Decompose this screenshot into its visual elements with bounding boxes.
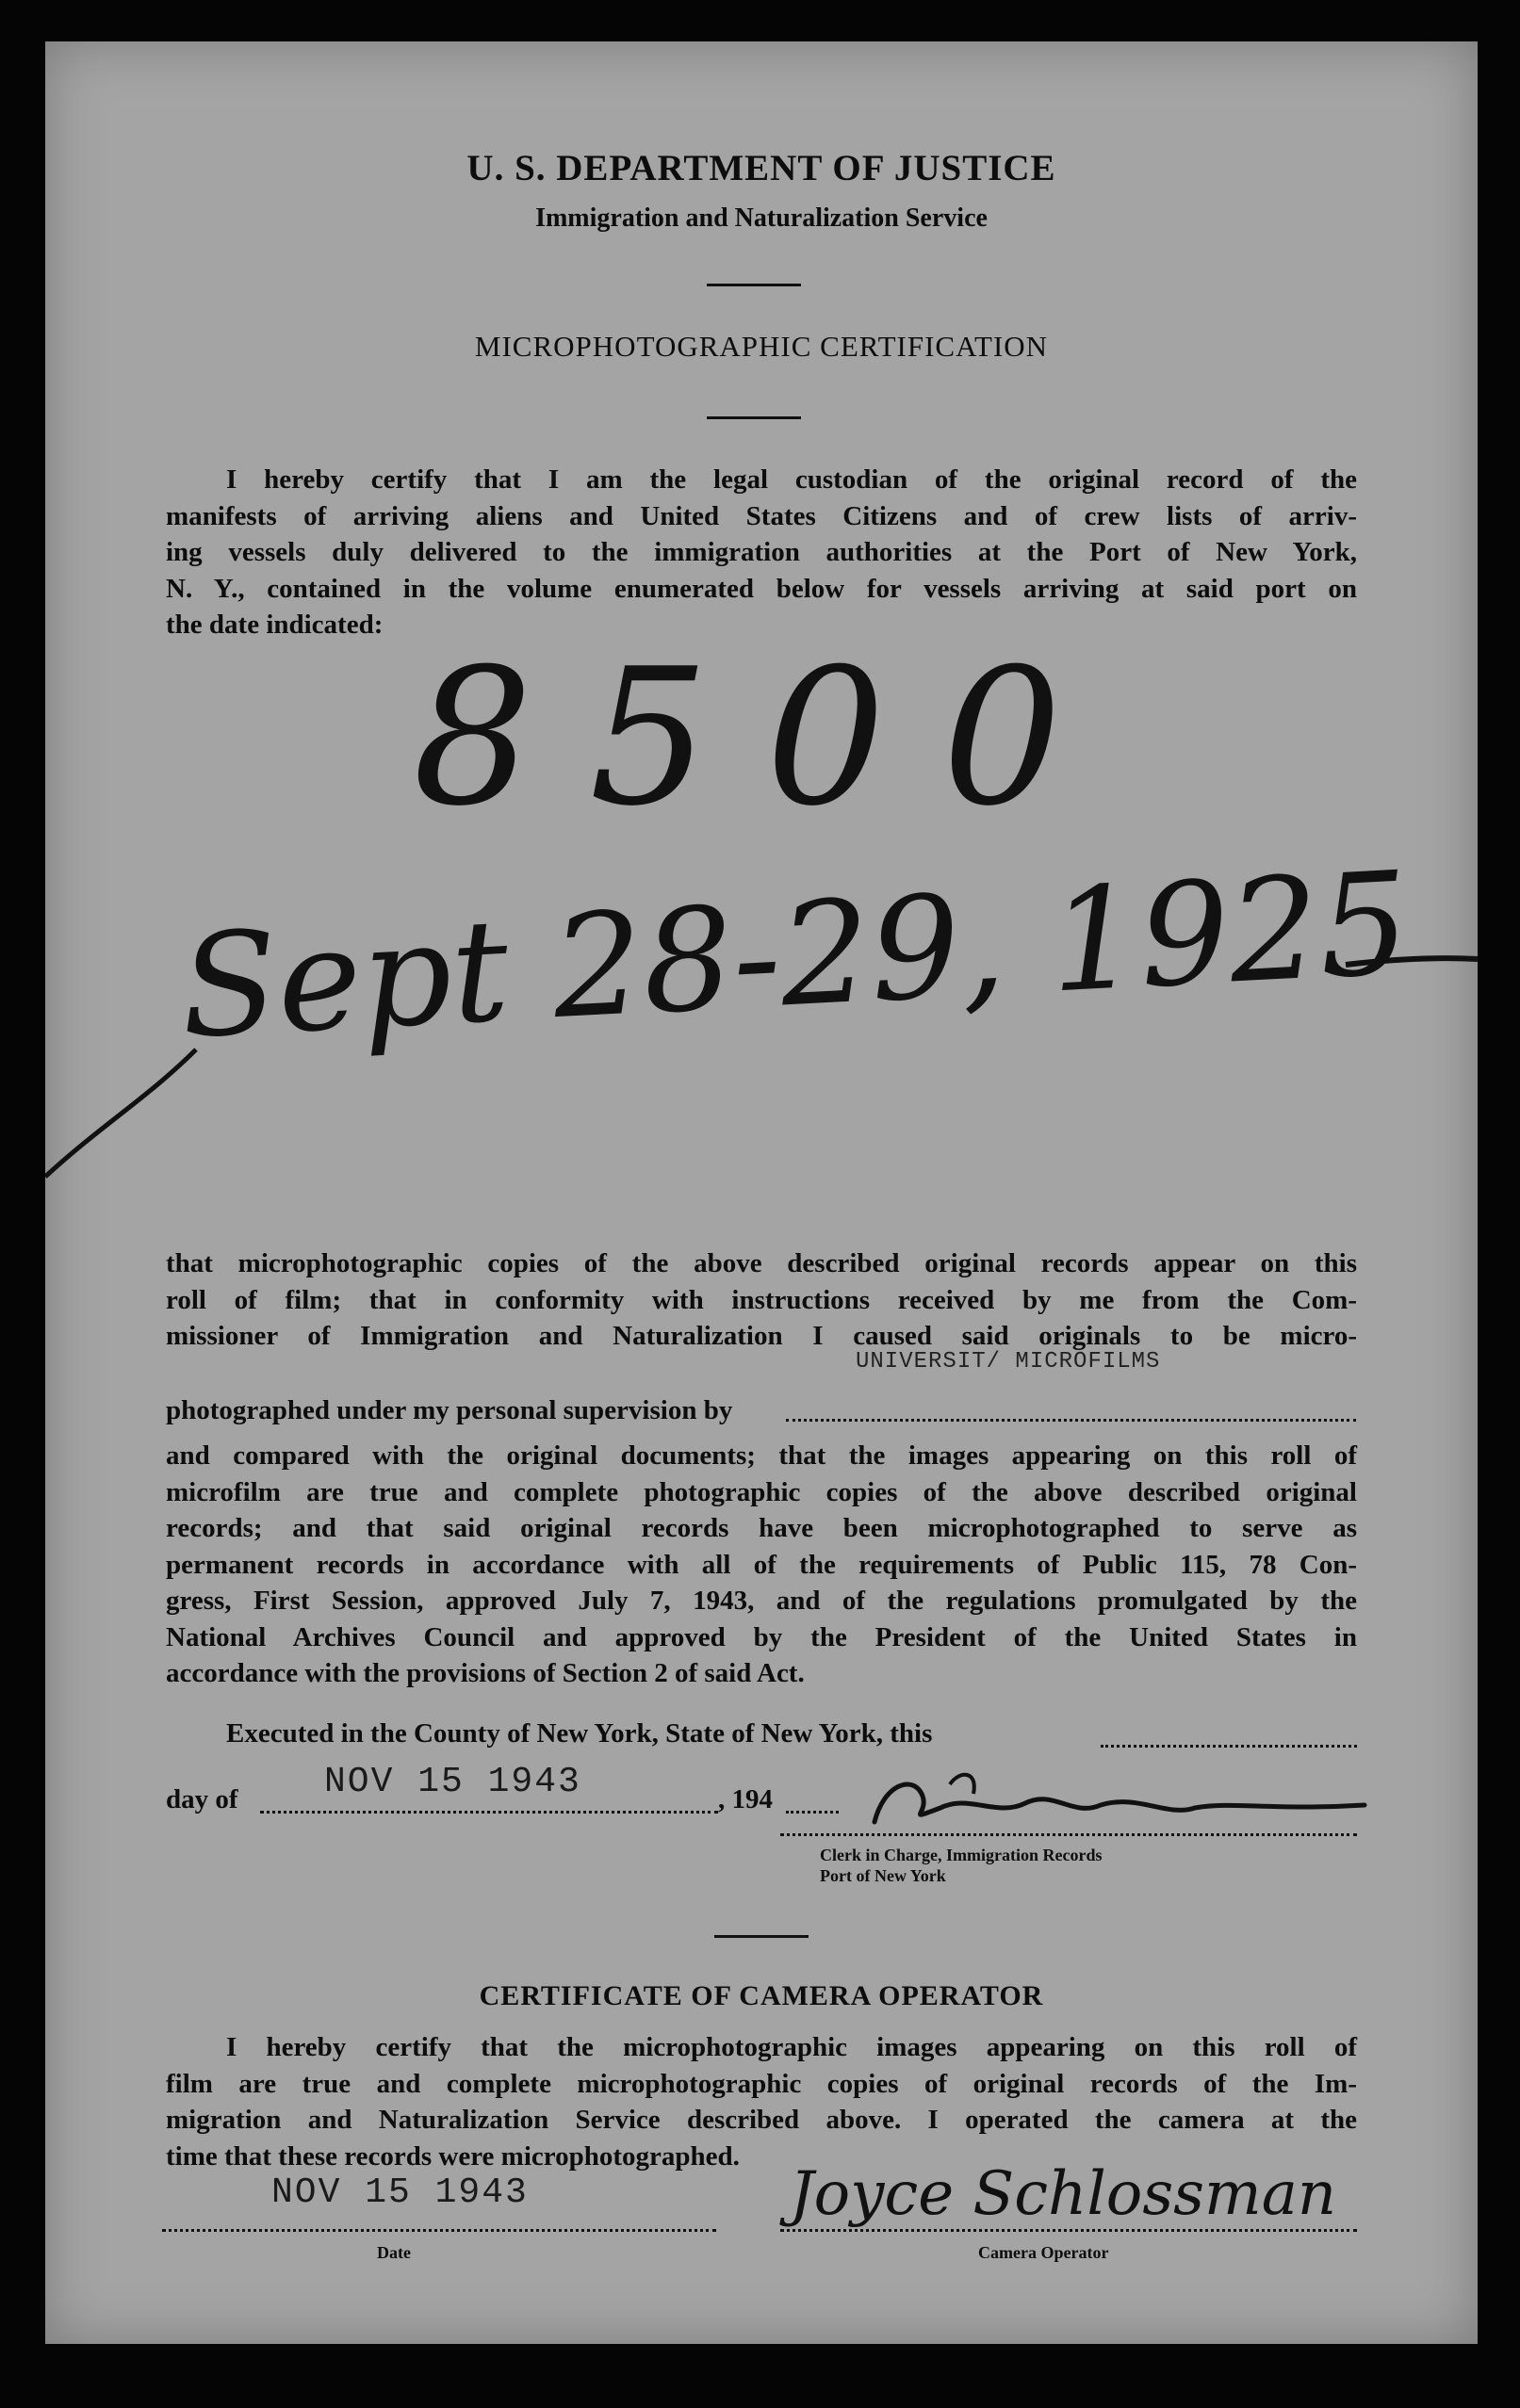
body-paragraph-2 [166,1438,1357,1692]
header-divider [707,284,801,286]
clerk-title-line: Clerk in Charge, Immigration Records [820,1846,1103,1864]
year-suffix: , 194 [718,1784,773,1814]
body-line: permanent records in accordance with all of the requirements of Public 115, 78 Con- [166,1549,1357,1580]
operator-date-line [162,2229,716,2232]
body-line: microfilm are true and complete photographic copies of the above described original [166,1476,1357,1507]
handwriting-strokes [45,946,1478,1191]
operator-line: film are true and complete microphotographic copies of original records of the Im- [166,2068,1357,2099]
intro-paragraph [166,462,1357,643]
body-paragraph-1 [166,1245,1357,1355]
operator-line: I hereby certify that the microphotographic images appearing on this roll of [226,2032,1357,2062]
body-line: records; and that said original records have been microphotographed to serve as [166,1513,1357,1543]
clerk-title-line: Port of New York [820,1866,946,1885]
title-divider [707,416,801,419]
year-dotted-line [786,1811,839,1814]
supervision-label: photographed under my personal supervision by [166,1395,733,1425]
day-dotted-line [260,1811,718,1814]
camera-operator-title: CERTIFICATE OF CAMERA OPERATOR [479,1980,1044,2011]
body-line: missioner of Immigration and Naturalization I caused said originals to be micro- [166,1321,1357,1351]
handwritten-vessel-dates: Sept 28-29, 1925 [176,841,1414,1070]
service-subheading: Immigration and Naturalization Service [535,203,988,233]
day-of-label: day of [166,1784,238,1814]
executed-line: Executed in the County of New York, State of New York, this [226,1718,933,1749]
intro-line: the date indicated: [166,610,384,640]
operator-date-stamp: NOV 15 1943 [271,2172,529,2213]
operator-signature-line [780,2229,1357,2232]
body-line: accordance with the provisions of Section 2 of said Act. [166,1658,805,1688]
clerk-title [820,1845,1102,1886]
camera-operator-signature: Joyce Schlossman [790,2159,1337,2229]
clerk-signature-line [780,1833,1357,1836]
department-heading: U. S. DEPARTMENT OF JUSTICE [466,148,1056,188]
clerk-signature [856,1765,1383,1841]
operator-line: migration and Naturalization Service described above. I operated the camera at the [166,2105,1357,2135]
body-line: National Archives Council and approved by the President of the United States in [166,1621,1357,1652]
photographer-company: UNIVERSIT/ MICROFILMS [856,1349,1161,1375]
supervision-dotted-line [786,1419,1356,1422]
body-line: and compared with the original documents; that the images appearing on this roll of [166,1440,1357,1471]
intro-line: manifests of arriving aliens and United States Citizens and of crew lists of arriv- [166,500,1357,531]
operator-line: time that these records were microphotographed. [166,2140,740,2172]
intro-line: I hereby certify that I am the legal custodian of the original record of the [226,464,1357,495]
camera-operator-label: Camera Operator [978,2243,1109,2262]
executed-dotted-line [1101,1745,1357,1748]
body-line: roll of film; that in conformity with instructions received by me from the Com- [166,1284,1357,1315]
section-divider [714,1935,809,1938]
camera-operator-paragraph [166,2029,1357,2174]
body-line: gress, First Session, approved July 7, 1943, and of the regulations promulgated by the [166,1586,1357,1616]
certification-title: MICROPHOTOGRAPHIC CERTIFICATION [474,330,1049,363]
date-label: Date [377,2243,411,2262]
body-line: that microphotographic copies of the above described original records appear on this [166,1248,1357,1278]
execution-date-stamp: NOV 15 1943 [324,1762,581,1802]
certificate-sheet [45,41,1478,2344]
handwritten-volume-number: 8500 [413,628,1119,848]
intro-line: ing vessels duly delivered to the immigration authorities at the Port of New York, [166,537,1357,567]
intro-line: N. Y., contained in the volume enumerated below for vessels arriving at said port on [166,573,1357,604]
